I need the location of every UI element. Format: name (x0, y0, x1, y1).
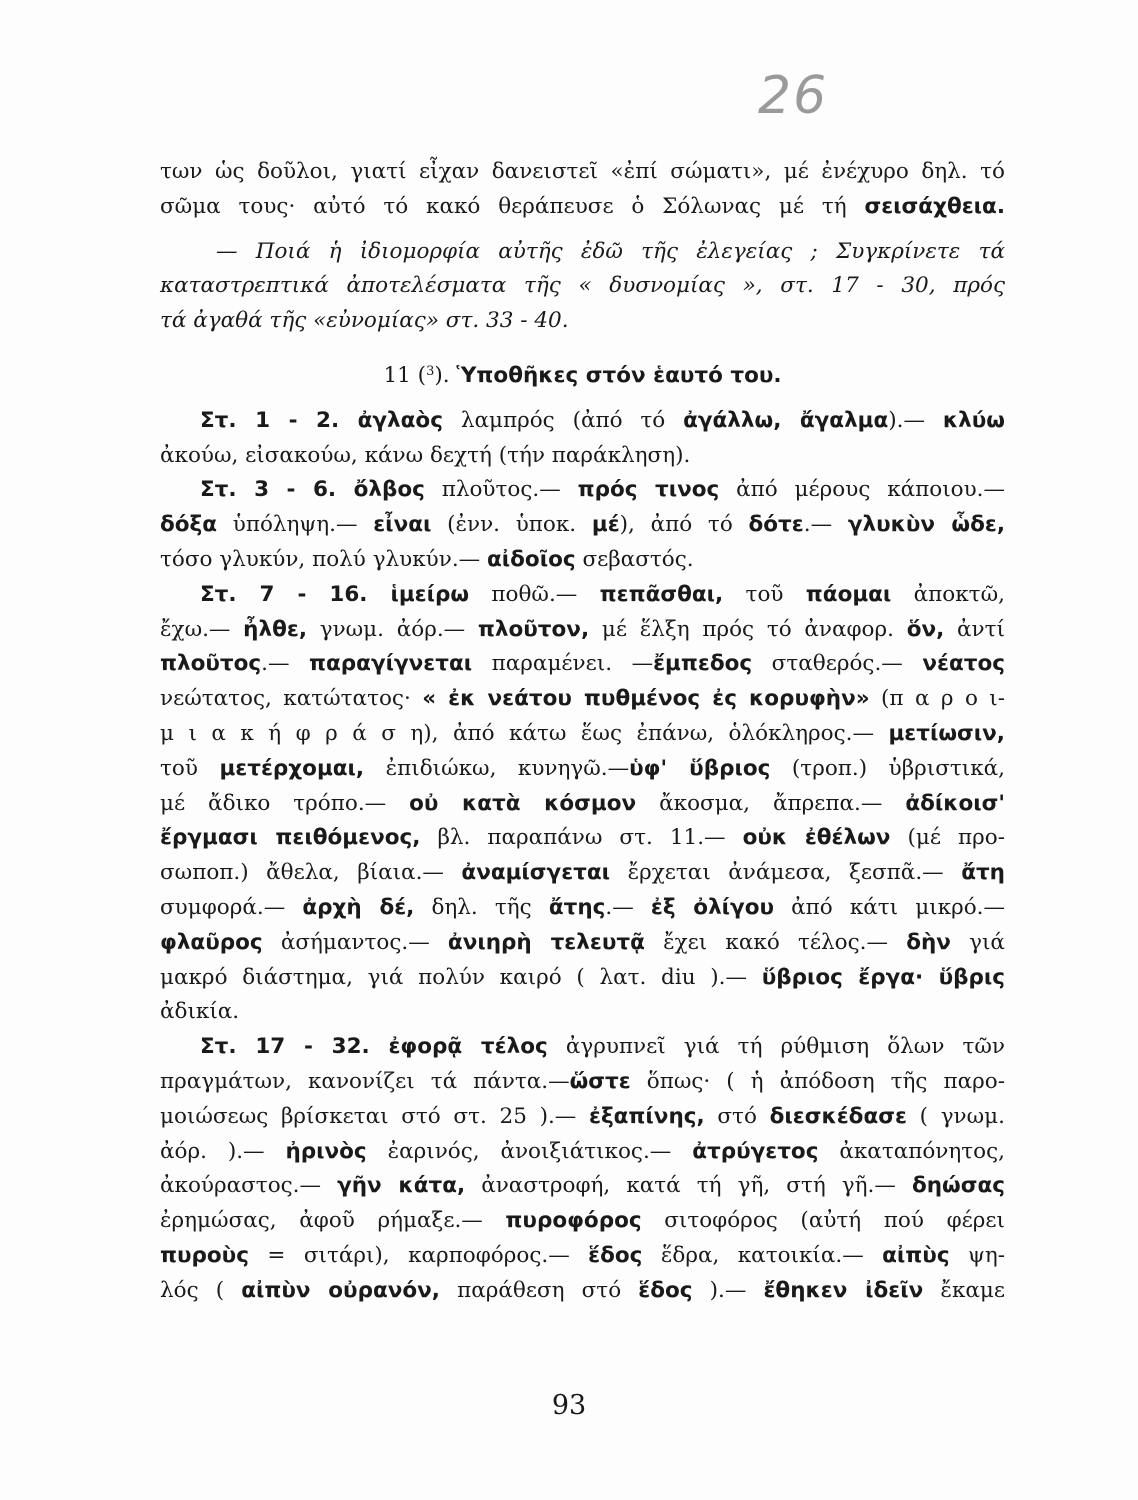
question-line: — Ποιά ἡ ἰδιομορφία αὐτῆς ἐδῶ τῆς ἐλεγείας ; Συγκρίνετε τά (216, 238, 1005, 264)
gloss-line: λός ( αἰπὺν οὐρανόν, παράθεση στό ἕδος ).— ἔθηκεν ἰδεῖν ἔκαμε (160, 1277, 1006, 1303)
gloss-line: Στ. 7 - 16. ἱμείρω ποθῶ.— πεπᾶσθαι, τοῦ πάομαι ἀποκτῶ, (200, 581, 1005, 607)
gloss-line: ἔργμασι πειθόμενος, βλ. παραπάνω στ. 11.— οὐκ ἐθέλων (μέ προ- (160, 825, 1005, 851)
gloss-line: μοιώσεως βρίσκεται στό στ. 25 ).— ἐξαπίνης, στό διεσκέδασε ( γνωμ. (160, 1103, 1005, 1129)
gloss-line: Στ. 3 - 6. ὄλβος πλοῦτος.— πρός τινος ἀπό μέρους κάποιου.— (200, 477, 1006, 503)
gloss-line: φλαῦρος ἀσήμαντος.— ἀνιηρὴ τελευτᾷ ἔχει κακό τέλος.— δὴν γιά (160, 929, 1005, 955)
section-heading: 11 ($^3$). Ὑποθῆκες στόν ἑαυτό του. (383, 362, 782, 388)
gloss-line: πλοῦτος.— παραγίγνεται παραμένει. —ἔμπεδος σταθερός.— νέατος (160, 651, 1005, 677)
gloss-line: ἀκούω, εἰσακούω, κάνω δεχτή (τήν παράκληση). (160, 442, 691, 468)
body-text (160, 155, 1005, 1309)
page-number: 93 (551, 1390, 587, 1421)
gloss-line: συμφορά.— ἀρχὴ δέ, δηλ. τῆς ἄτης.— ἐξ ὀλίγου ἀπό κάτι μικρό.— (160, 894, 1005, 920)
gloss-line: μ ι α κ ή φ ρ ά σ η), ἀπό κάτω ἕως ἐπάνω, ὁλόκληρος.— μετίωσιν, (160, 720, 1005, 746)
gloss-line: Στ. 1 - 2. ἀγλαὸς λαμπρός (ἀπό τό ἀγάλλω, ἄγαλμα).— κλύω (200, 407, 1005, 433)
gloss-line: Στ. 17 - 32. ἐφορᾷ τέλος ἀγρυπνεῖ γιά τή ρύθμιση ὅλων τῶν (200, 1034, 1005, 1060)
gloss-line: μέ ἄδικο τρόπο.— οὐ κατὰ κόσμον ἄκοσμα, ἄπρεπα.— ἀδίκοισ' (160, 790, 1005, 816)
question-line: καταστρεπτικά ἀποτελέσματα τῆς « δυσνομίας », στ. 17 - 30, πρός (160, 273, 1005, 299)
gloss-line: σωποπ.) ἄθελα, βίαια.— ἀναμίσγεται ἔρχεται ἀνάμεσα, ξεσπᾶ.— ἄτη (160, 860, 1005, 886)
gloss-line: ἐρημώσας, ἀφοῦ ρήμαξε.— πυροφόρος σιτοφόρος (αὐτή πού φέρει (160, 1208, 1005, 1234)
gloss-line: ἔχω.— ἦλθε, γνωμ. ἀόρ.— πλοῦτον, μέ ἕλξη πρός τό ἀναφορ. ὅν, ἀντί (160, 616, 1005, 642)
gloss-line: ἀκούραστος.— γῆν κάτα, ἀναστροφή, κατά τή γῆ, στή γῆ.— δηώσας (160, 1173, 1005, 1199)
gloss-line: μακρό διάστημα, γιά πολύν καιρό ( λατ. diu ).— ὕβριος ἔργα· ὕβρις (160, 964, 1005, 990)
gloss-line: πραγμάτων, κανονίζει τά πάντα.—ὥστε ὅπως· ( ἡ ἀπόδοση τῆς παρο- (160, 1068, 1005, 1094)
gloss-line: νεώτατος, κατώτατος· « ἐκ νεάτου πυθμένος ἐς κορυφὴν» (π α ρ ο ι- (160, 686, 1006, 712)
text-line: των ὡς δοῦλοι, γιατί εἶχαν δανειστεῖ «ἐπί σώματι», μέ ἐνέχυρο δηλ. τό (160, 159, 1005, 184)
gloss-line: τοῦ μετέρχομαι, ἐπιδιώκω, κυνηγῶ.—ὑφ' ὕβριος (τροπ.) ὑβριστικά, (160, 755, 1005, 781)
gloss-line: ἀδικία. (160, 999, 240, 1025)
gloss-line: ἀόρ. ).— ἠρινὸς ἐαρινός, ἀνοιξιάτικος.— ἀτρύγετος ἀκαταπόνητος, (160, 1138, 1005, 1164)
gloss-line: πυροὺς = σιτάρι), καρποφόρος.— ἕδος ἕδρα, κατοικία.— αἰπὺς ψη- (160, 1242, 1006, 1268)
text-line: σῶμα τους· αὐτό τό κακό θεράπευσε ὁ Σόλωνας μέ τή σεισάχθεια. (160, 193, 1005, 219)
question-line: τά ἀγαθά τῆς «εὐνομίας» στ. 33 - 40. (160, 308, 569, 334)
handwritten-page-note: 26 (758, 66, 829, 126)
gloss-line: δόξα ὑπόληψη.— εἶναι (ἐνν. ὑποκ. μέ), ἀπό τό δότε.— γλυκὺν ὧδε, (160, 512, 1006, 538)
gloss-line: τόσο γλυκύν, πολύ γλυκύν.— αἰδοῖος σεβαστός. (160, 546, 694, 572)
